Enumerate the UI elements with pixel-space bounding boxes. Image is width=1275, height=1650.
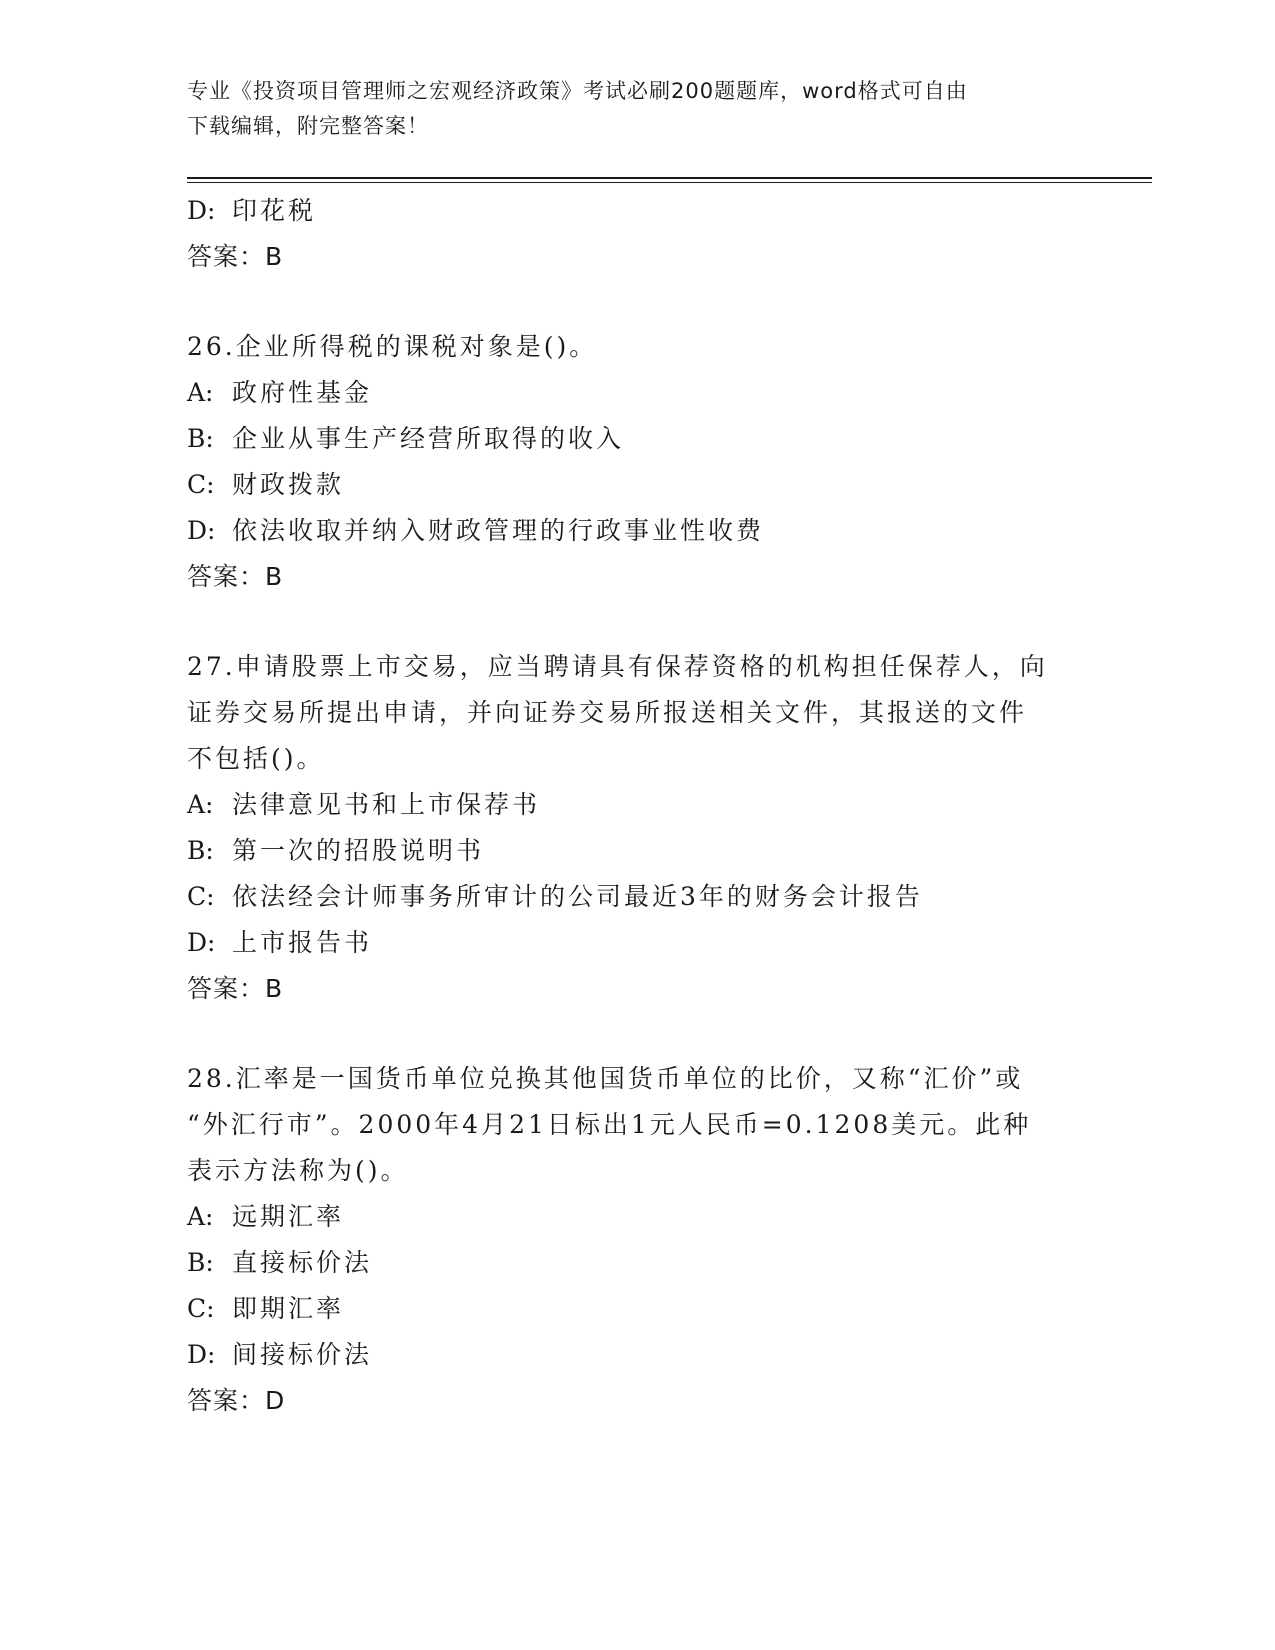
option-b [187,1240,1087,1286]
option-text: 第一次的招股说明书 [232,836,485,865]
document-header [187,74,1067,144]
option-c [187,874,1087,920]
option-text: 依法经会计师事务所审计的公司最近3年的财务会计报告 [232,882,923,911]
option-text: 间接标价法 [232,1340,373,1369]
option-prefix: D: [187,1340,216,1369]
option-b [187,828,1087,874]
question-text: 26.企业所得税的课税对象是()。 [187,332,598,361]
option-c [187,1286,1087,1332]
answer-line: 答案：B [187,562,284,591]
option-prefix: A: [187,790,214,819]
option-a [187,1194,1087,1240]
question-text-line-2: “外汇行市”。2000年4月21日标出1元人民币=0.1208美元。此种 [187,1110,1032,1139]
option-d [187,920,1087,966]
answer-line: 答案：D [187,1386,286,1415]
header-divider-thin [187,182,1152,183]
option-prefix: C: [187,882,215,911]
option-text: 印花税 [232,196,317,225]
spacer [187,600,1087,644]
option-d [187,508,1087,554]
option-prefix: C: [187,470,215,499]
option-text: 远期汇率 [232,1202,345,1231]
header-line-2: 下载编辑，附完整答案！ [187,114,429,138]
header-divider-thick [187,177,1152,179]
option-b [187,416,1087,462]
question-28 [187,1056,1087,1424]
option-c [187,462,1087,508]
question-text-line-3: 表示方法称为()。 [187,1156,409,1185]
option-prefix: D: [187,516,216,545]
option-prefix: A: [187,1202,214,1231]
option-prefix: B: [187,836,214,865]
question-text-line-1: 27.申请股票上市交易，应当聘请具有保荐资格的机构担任保荐人，向 [187,652,1048,681]
option-prefix: D: [187,928,216,957]
answer-line: 答案：B [187,974,284,1003]
option-text: 企业从事生产经营所取得的收入 [232,424,625,453]
option-prefix: C: [187,1294,215,1323]
question-text-line-3: 不包括()。 [187,744,325,773]
question-26 [187,324,1087,600]
question-text-line-1: 28.汇率是一国货币单位兑换其他国货币单位的比价，又称“汇价”或 [187,1064,1024,1093]
question-text-line-2: 证券交易所提出申请，并向证券交易所报送相关文件，其报送的文件 [187,698,1028,727]
option-text: 政府性基金 [232,378,373,407]
document-body [187,188,1087,1424]
option-d [187,1332,1087,1378]
option-text: 依法收取并纳入财政管理的行政事业性收费 [232,516,765,545]
spacer [187,1012,1087,1056]
spacer [187,280,1087,324]
option-a [187,370,1087,416]
option-prefix: D: [187,196,216,225]
question-27 [187,644,1087,1012]
answer-line: 答案：B [187,242,284,271]
option-text: 即期汇率 [232,1294,345,1323]
option-text: 财政拨款 [232,470,345,499]
header-line-1: 专业《投资项目管理师之宏观经济政策》考试必刷200题题库，word格式可自由 [187,79,968,103]
option-prefix: B: [187,1248,214,1277]
option-text: 上市报告书 [232,928,373,957]
option-text: 法律意见书和上市保荐书 [232,790,541,819]
option-prefix: B: [187,424,214,453]
option-d [187,188,1087,234]
option-text: 直接标价法 [232,1248,373,1277]
option-a [187,782,1087,828]
option-prefix: A: [187,378,214,407]
